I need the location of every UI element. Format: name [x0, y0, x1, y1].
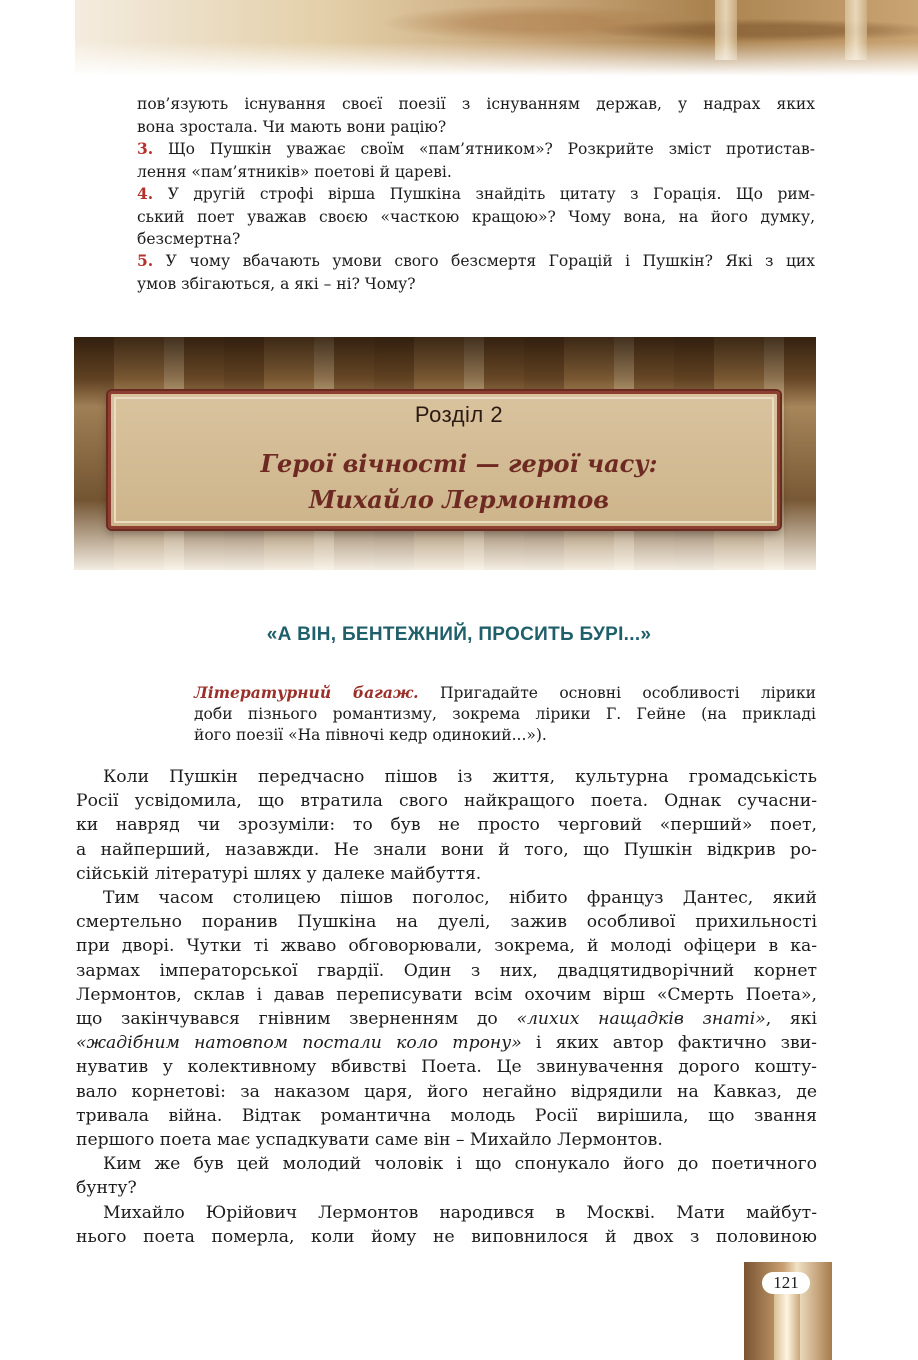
chapter-heading: «А ВІН, БЕНТЕЖНИЙ, ПРОСИТЬ БУРІ...»	[266, 624, 652, 645]
literary-baggage-label: Літературний багаж.	[194, 683, 419, 702]
paragraph: Михайло Юрійович Лермонтов народився в Москві. Мати майбут- нього поета померла, коли йому не виповнилося й двох з половиною	[76, 1202, 817, 1247]
paragraph: Коли Пушкін передчасно пішов із життя, культурна громадськість Росії усвідомила, що втратила свого найкращого поета. Однак сучасни- ки навряд чи зрозуміли: то був не просто черговий «перший» поет, а найперший, назавжди. Не знали вони й того, що Пушкін відкрив ро- сійській літературі шлях у далеке майбуття.	[76, 767, 817, 884]
body-text	[76, 765, 818, 1249]
paragraph: Ким же був цей молодий чоловік і що спонукало його до поетичного бунту?	[76, 1154, 817, 1199]
question-number: 3.	[137, 139, 154, 158]
question-2-continuation: пов’язують існування своєї поезії з існуванням держав, у надрах яких вона зростала. Чи мають вони рацію?	[137, 95, 815, 136]
column-ornament	[715, 0, 737, 60]
column-ornament	[774, 1292, 800, 1360]
question-number: 5.	[137, 251, 154, 270]
section-title: Герої вічності — герої часу: Михайло Лермонтов	[260, 449, 658, 514]
paragraph: Тим часом столицею пішов поголос, нібито француз Дантес, який смертельно поранив Пушкіна на дуелі, зажив особливої прихильності при дворі. Чутки ті жваво обговорювали, зокрема, й молоді офіцери в ка- зармах імператорської гвардії. Один з них, двадцятидворічний корнет Лермонтов, склав і давав переписувати всім охочим вірш «Смерть Поета», що закінчувався гнівним зверненням до «лихих нащадків знаті», які «жадібним натовпом постали коло трону» і яких автор фактично зви- нуватив у колективному вбивстві Поета. Це звинувачення дорого кошту- вало корнетові: за наказом царя, його негайно відрядили на Кавказ, де тривала війна. Відтак романтична молодь Росії вирішила, що звання першого поета має успадкувати саме він – Михайло Лермонтов.	[76, 888, 818, 1151]
literary-baggage-box: Літературний багаж. Пригадайте основні особливості лірики доби пізнього романтизму, зокрема лірики Г. Гейне (на прикладі його поезії «На півночі кедр одинокий...»).	[194, 683, 816, 744]
question-5: 5. У чому вбачають умови свого безсмертя Горацій і Пушкін? Які з цих умов збігаються, а які – ні? Чому?	[137, 251, 815, 293]
question-3: 3. Що Пушкін уважає своїм «пам’ятником»? Розкрийте зміст протистав- лення «пам’ятників» поетові й цареві.	[137, 139, 815, 181]
page-number: 121	[762, 1272, 810, 1294]
section-label: Розділ 2	[414, 402, 504, 427]
question-number: 4.	[137, 184, 154, 203]
column-ornament	[845, 0, 867, 60]
question-4: 4. У другій строфі вірша Пушкіна знайдіть цитату з Горація. Що рим- ський поет уважав своєю «часткою кращою»? Чому вона, на його думку, безсмертна?	[137, 184, 815, 248]
top-decorative-banner	[75, 0, 918, 76]
